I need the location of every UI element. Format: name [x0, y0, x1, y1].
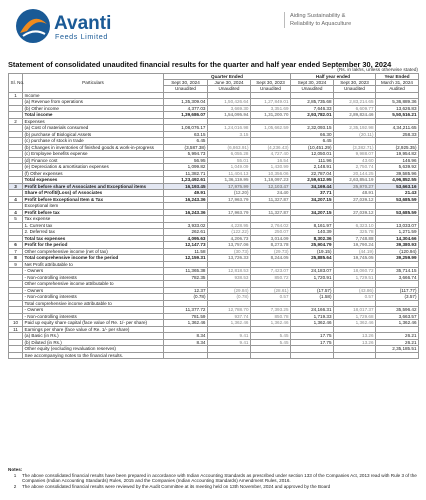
- row-value: 1,27,849.01: [251, 99, 291, 106]
- avanti-logo-icon: [14, 6, 164, 46]
- header-period: Sept 30, 2024: [291, 80, 334, 86]
- row-value: 16.54: [251, 157, 291, 164]
- row-value: 9.41: [208, 333, 251, 340]
- row-value: 24,183.07: [291, 268, 334, 275]
- row-value: 7,748.88: [334, 235, 376, 242]
- row-value: 6,055.28: [208, 151, 251, 158]
- row-value: 6,609.77: [334, 105, 376, 112]
- row-value: 34,169.44: [291, 183, 334, 190]
- row-value: (0.78): [164, 294, 208, 301]
- row-sl-number: 5: [9, 216, 23, 223]
- company-logo: [14, 6, 164, 46]
- row-value: 937.74: [208, 313, 251, 320]
- row-particular: Share of Profit/(Loss) of Associates: [23, 190, 164, 197]
- row-particular: Other comprehensive income attributable to: [23, 281, 164, 288]
- header-period: June 30, 2024: [208, 80, 251, 86]
- row-value: 2,93,782.01: [291, 112, 334, 119]
- row-value: 2,35,185.51: [376, 346, 419, 353]
- row-sl-number: 4: [9, 196, 23, 203]
- row-value: 258.33: [376, 131, 419, 138]
- row-value: 6.45: [164, 138, 208, 145]
- row-value: 24.40: [251, 190, 291, 197]
- row-value: 111.96: [291, 157, 334, 164]
- row-value: (120.94): [376, 248, 419, 255]
- header-period: Sept 30, 2023: [251, 80, 291, 86]
- row-value: (28.61): [251, 287, 291, 294]
- row-particular: Total expenses: [23, 177, 164, 184]
- row-particular: - Owners: [23, 268, 164, 275]
- row-value: 39,585.96: [376, 170, 419, 177]
- row-value: 9.41: [208, 339, 251, 346]
- row-sl-number: 7: [9, 248, 23, 255]
- row-value: 1,720.91: [291, 274, 334, 281]
- row-value: 25,970.27: [334, 183, 376, 190]
- row-value: 17.75: [291, 339, 334, 346]
- row-value: 53,685.59: [376, 209, 419, 216]
- row-value: 21.43: [376, 190, 419, 197]
- company-subname: Feeds Limited: [55, 32, 108, 41]
- row-value: 11,327.87: [251, 196, 291, 203]
- row-value: 3.15: [208, 131, 251, 138]
- row-particular: (b) Changes in inventories of finished goods & work-in-progress: [23, 144, 164, 151]
- row-value: 3,351.69: [251, 105, 291, 112]
- row-value: 12,788.70: [208, 307, 251, 314]
- row-value: 1,362.46: [164, 320, 208, 327]
- row-sl-number: 10: [9, 320, 23, 327]
- row-value: 14,304.66: [376, 235, 419, 242]
- row-value: 17,975.99: [208, 183, 251, 190]
- row-value: (30.73): [208, 248, 251, 255]
- row-value: 4,095.63: [164, 235, 208, 242]
- row-value: 1,099.82: [164, 164, 208, 171]
- financial-results-table: [8, 73, 419, 359]
- header-period: March 31, 2024: [376, 80, 419, 86]
- row-value: 37.71: [291, 190, 334, 197]
- row-sl-number: 9: [9, 261, 23, 268]
- row-value: 12,147.73: [164, 242, 208, 249]
- row-value: (0.78): [208, 294, 251, 301]
- row-value: 26.21: [376, 333, 419, 340]
- row-value: 1,19,097.23: [251, 177, 291, 184]
- row-value: 16,243.36: [164, 196, 208, 203]
- row-particular: Total income: [23, 112, 164, 119]
- row-value: 3,663.57: [376, 313, 419, 320]
- table-row: [9, 352, 419, 359]
- row-particular: Total tax expenses: [23, 235, 164, 242]
- row-value: [251, 352, 291, 359]
- row-value: 1,271.59: [376, 229, 419, 236]
- row-value: (17.57): [291, 287, 334, 294]
- row-value: 8,244.05: [251, 255, 291, 262]
- row-value: 25,885.64: [291, 255, 334, 262]
- row-value: 1,05,662.59: [251, 125, 291, 132]
- row-value: 6.45: [291, 138, 334, 145]
- row-value: 25,904.79: [291, 242, 334, 249]
- row-value: [291, 352, 334, 359]
- row-value: 24,166.31: [291, 307, 334, 314]
- row-value: 4,34,211.65: [376, 125, 419, 132]
- row-particular: - Non-controlling interests: [23, 313, 164, 320]
- row-value: 7,423.07: [251, 268, 291, 275]
- row-value: 1,31,200.70: [251, 112, 291, 119]
- row-value: 8,302.36: [291, 235, 334, 242]
- row-value: 5,36,889.36: [376, 99, 419, 106]
- row-value: 17,963.79: [208, 209, 251, 216]
- row-value: 13,626.83: [376, 105, 419, 112]
- row-value: (3,587.38): [164, 144, 208, 151]
- row-value: (12.20): [208, 190, 251, 197]
- row-value: 13,726.33: [208, 255, 251, 262]
- row-particular: Profit before share of Associates and Exceptional items: [23, 183, 164, 190]
- row-particular: (d) Finance cost: [23, 157, 164, 164]
- row-value: 34,207.15: [291, 209, 334, 216]
- row-particular: (c) purchase of stock in trade: [23, 138, 164, 145]
- row-value: 2,35,192.98: [334, 125, 376, 132]
- row-value: 13.26: [334, 333, 376, 340]
- company-name: Avanti: [54, 13, 112, 34]
- row-particular: Net Profit attributable to: [23, 261, 164, 268]
- row-particular: Profit for the period: [23, 242, 164, 249]
- row-value: 4,377.03: [164, 105, 208, 112]
- row-particular: 2. Deferred tax: [23, 229, 164, 236]
- row-value: (29.84): [208, 287, 251, 294]
- row-value: 13.26: [334, 339, 376, 346]
- row-value: (122.22): [208, 229, 251, 236]
- row-value: 11,365.38: [164, 268, 208, 275]
- header-status: Unaudited: [291, 86, 334, 92]
- row-value: (6,863.91): [208, 144, 251, 151]
- row-value: (19.15): [291, 248, 334, 255]
- row-value: 27,039.12: [334, 196, 376, 203]
- note-text: The above consolidated financial results were reviewed by the Audit Committee at its meeting held on 13th November, 2024 and approved by the Board: [22, 483, 331, 489]
- row-value: 5,50,516.21: [376, 112, 419, 119]
- statement-title: Statement of consolidated unaudited financial results for the quarter and half year ended September 30, 2024: [8, 60, 392, 69]
- row-value: 5.45: [251, 333, 291, 340]
- row-value: 27,039.12: [334, 209, 376, 216]
- row-sl-number: [9, 352, 23, 359]
- row-value: 5,994.73: [164, 151, 208, 158]
- row-value: 1,362.46: [208, 320, 251, 327]
- note-text: The above consolidated financial results have been prepared in accordance with Indian Accounting Standards as prescribed under section 133 of the Companies Act, 2013 read with Rule 3 of the Companies (Indian Accounting Standards) Rules, 2015 and the Companies (Indian Accounting Standards) Amendment Rules, 2016.: [22, 472, 417, 484]
- row-value: [208, 352, 251, 359]
- row-particular: - Owners: [23, 287, 164, 294]
- row-particular: Exceptional item: [23, 203, 164, 210]
- row-value: 16,243.36: [164, 209, 208, 216]
- row-value: 1,08,076.17: [164, 125, 208, 132]
- row-value: 1,362.46: [291, 320, 334, 327]
- units-note: (Rs. in lakhs, unless otherwise stated): [337, 68, 418, 73]
- header-quarter-ended: Quarter Ended: [164, 74, 291, 80]
- row-value: 146.96: [376, 157, 419, 164]
- header-year-ended: Year Ended: [376, 74, 419, 80]
- row-value: 8,273.78: [251, 242, 291, 249]
- row-value: 17,963.79: [208, 196, 251, 203]
- row-value: (2,925.35): [376, 144, 419, 151]
- row-value: 1,719.33: [291, 313, 334, 320]
- notes-heading: Notes:: [8, 467, 23, 472]
- row-value: 1,049.09: [208, 164, 251, 171]
- row-value: 1,729.51: [334, 274, 376, 281]
- row-value: 1,50,426.64: [208, 99, 251, 106]
- row-value: 12,103.47: [251, 183, 291, 190]
- row-particular: 1. Current tax: [23, 222, 164, 229]
- row-value: 0.57: [334, 294, 376, 301]
- row-value: 26.21: [376, 339, 419, 346]
- row-value: 0.57: [251, 294, 291, 301]
- row-value: 1,729.68: [334, 313, 376, 320]
- note-item: [8, 484, 418, 490]
- header-period: Sept 30, 2024: [164, 80, 208, 86]
- row-value: 13,033.07: [376, 222, 419, 229]
- row-value: 53,663.16: [376, 183, 419, 190]
- row-particular: - Non-controlling interests: [23, 274, 164, 281]
- row-value: 20,144.25: [334, 170, 376, 177]
- row-value: 2,32,093.15: [291, 125, 334, 132]
- row-value: 938.53: [208, 274, 251, 281]
- row-value: 19,954.82: [376, 151, 419, 158]
- row-value: 782.35: [164, 274, 208, 281]
- row-value: (1.58): [291, 294, 334, 301]
- row-particular: (b) Diluted (in Rs.): [23, 339, 164, 346]
- row-particular: Total comprehensive income for the period: [23, 255, 164, 262]
- row-particular: (b) Other income: [23, 105, 164, 112]
- row-value: 39,259.99: [376, 255, 419, 262]
- row-value: 8.34: [164, 339, 208, 346]
- row-particular: (a) Cost of materials consumed: [23, 125, 164, 132]
- note-item: [8, 473, 418, 484]
- row-value: 1,39,686.07: [164, 112, 208, 119]
- row-value: 3,933.02: [164, 222, 208, 229]
- row-value: 13,757.06: [208, 242, 251, 249]
- row-value: 1,54,095.94: [208, 112, 251, 119]
- row-value: 11,382.71: [164, 170, 208, 177]
- row-value: 140.39: [291, 229, 334, 236]
- row-particular: Total comprehensive income attributable to: [23, 300, 164, 307]
- row-value: (3.57): [376, 294, 419, 301]
- row-value: 12,818.53: [208, 268, 251, 275]
- row-particular: Paid up equity share capital (face value of Re. 1/- per share): [23, 320, 164, 327]
- row-value: 3,014.09: [251, 235, 291, 242]
- row-value: 49.91: [164, 190, 208, 197]
- row-value: 262.61: [164, 229, 208, 236]
- row-value: 18,017.37: [334, 307, 376, 314]
- row-value: 2,764.02: [251, 222, 291, 229]
- header-status: Unaudited: [251, 86, 291, 92]
- row-value: 2,59,612.95: [291, 177, 334, 184]
- row-particular: (f) Other expenses: [23, 170, 164, 177]
- row-value: (4,236.43): [251, 144, 291, 151]
- row-particular: Other comprehensive income (net of tax): [23, 248, 164, 255]
- row-value: 53,685.59: [376, 196, 419, 203]
- row-value: (117.77): [376, 287, 419, 294]
- row-value: 8.34: [164, 333, 208, 340]
- row-sl-number: 3: [9, 183, 23, 190]
- row-particular: Other equity (excluding revaluation reserves): [23, 346, 164, 353]
- row-value: 18,060.72: [334, 268, 376, 275]
- header-status: Unaudited: [164, 86, 208, 92]
- row-value: (3,382.71): [334, 144, 376, 151]
- row-value: 1,362.46: [251, 320, 291, 327]
- row-value: 12.37: [164, 287, 208, 294]
- row-value: 1,36,119.95: [208, 177, 251, 184]
- header-particulars: Particulars: [23, 74, 164, 93]
- row-sl-number: 8: [9, 255, 23, 262]
- row-value: 5.45: [251, 339, 291, 346]
- row-value: 11.58: [164, 248, 208, 255]
- row-value: (20.11): [334, 131, 376, 138]
- row-value: 850.72: [251, 274, 291, 281]
- row-value: 9,988.07: [334, 151, 376, 158]
- row-value: 2,63,854.19: [334, 177, 376, 184]
- row-value: 39,380.93: [376, 242, 419, 249]
- row-particular: - Owners: [23, 307, 164, 314]
- row-value: [376, 352, 419, 359]
- note-number: 1: [13, 472, 17, 478]
- row-value: 2,83,214.65: [334, 99, 376, 106]
- table-body: [9, 92, 419, 359]
- row-particular: Earnings per share (face value of Re. 1/- per share): [23, 326, 164, 333]
- row-value: 19,790.24: [334, 242, 376, 249]
- row-value: 35,714.15: [376, 268, 419, 275]
- row-value: 250.07: [251, 229, 291, 236]
- header-status: Unaudited: [334, 86, 376, 92]
- header-status: Unaudited: [208, 86, 251, 92]
- row-value: 8,161.97: [291, 222, 334, 229]
- note-number: 2: [13, 483, 17, 489]
- row-value: 34,207.15: [291, 196, 334, 203]
- row-value: 10,356.06: [251, 170, 291, 177]
- row-value: 4,727.40: [251, 151, 291, 158]
- tagline: [284, 12, 351, 28]
- row-particular: Expenses: [23, 118, 164, 125]
- row-value: 43.60: [334, 157, 376, 164]
- row-value: 11,327.87: [251, 209, 291, 216]
- row-particular: Profit before Exceptional Item & Tax: [23, 196, 164, 203]
- row-value: (10,451.29): [291, 144, 334, 151]
- row-sl-number: 6: [9, 242, 23, 249]
- row-sl-number: 2: [9, 118, 23, 125]
- row-sl-number: 11: [9, 326, 23, 333]
- row-value: 22,787.04: [291, 170, 334, 177]
- row-value: [334, 352, 376, 359]
- row-value: 2,148.91: [291, 164, 334, 171]
- row-particular: (e) Depreciation & amortisation expenses: [23, 164, 164, 171]
- tagline-line-1: Aiding Sustainability &: [290, 13, 346, 19]
- row-value: 1,430.99: [251, 164, 291, 171]
- row-value: 781.59: [164, 313, 208, 320]
- row-value: (29.73): [251, 248, 291, 255]
- row-value: 3,669.30: [208, 105, 251, 112]
- row-particular: (a) Basic (in Rs.): [23, 333, 164, 340]
- row-particular: (a) Revenue from operations: [23, 99, 164, 106]
- row-sl-number: 4: [9, 209, 23, 216]
- row-value: 11,377.72: [164, 307, 208, 314]
- row-value: 17.75: [291, 333, 334, 340]
- row-value: 1,362.46: [376, 320, 419, 327]
- row-value: 4,96,852.55: [376, 177, 419, 184]
- row-value: 2,750.74: [334, 164, 376, 171]
- notes-section: [8, 467, 418, 489]
- row-value: 5,639.92: [376, 164, 419, 171]
- row-value: 4,206.73: [208, 235, 251, 242]
- row-value: 325.78: [334, 229, 376, 236]
- row-value: 2,89,824.46: [334, 112, 376, 119]
- row-particular: Profit before tax: [23, 209, 164, 216]
- row-particular: Tax expense: [23, 216, 164, 223]
- row-value: 11,404.13: [208, 170, 251, 177]
- row-value: 3,666.74: [376, 274, 419, 281]
- row-value: 1,362.46: [334, 320, 376, 327]
- row-value: 12,159.31: [164, 255, 208, 262]
- row-value: [164, 352, 208, 359]
- row-value: 19,745.05: [334, 255, 376, 262]
- row-value: 1,24,016.98: [208, 125, 251, 132]
- row-sl-number: 1: [9, 92, 23, 99]
- row-value: 48.91: [334, 190, 376, 197]
- row-value: 2,85,735.68: [291, 99, 334, 106]
- row-particular: Income: [23, 92, 164, 99]
- row-value: (44.19): [334, 248, 376, 255]
- header-status: Audited: [376, 86, 419, 92]
- row-value: 1,23,492.61: [164, 177, 208, 184]
- row-value: (43.86): [334, 287, 376, 294]
- row-value: 35,596.42: [376, 307, 419, 314]
- row-value: 12,050.01: [291, 151, 334, 158]
- row-value: 850.78: [251, 313, 291, 320]
- row-value: 56.95: [164, 157, 208, 164]
- row-value: 55.01: [208, 157, 251, 164]
- header-half-year-ended: Half year ended: [291, 74, 376, 80]
- row-value: 7,393.25: [251, 307, 291, 314]
- header-period: Sept 30, 2023: [334, 80, 376, 86]
- row-value: 16,193.45: [164, 183, 208, 190]
- row-particular: (c) Employee benefits expense: [23, 151, 164, 158]
- row-particular: See accompanying notes to the financial results.: [23, 352, 164, 359]
- row-particular: (b) purchase of Biological Assets: [23, 131, 164, 138]
- row-value: 63.15: [164, 131, 208, 138]
- row-value: 6,323.10: [334, 222, 376, 229]
- row-value: 7,646.33: [291, 105, 334, 112]
- row-value: 4,228.95: [208, 222, 251, 229]
- tagline-line-2: Reliability to Aquaculture: [290, 21, 352, 27]
- row-value: 1,35,309.04: [164, 99, 208, 106]
- row-value: 66.30: [291, 131, 334, 138]
- row-particular: - Non-controlling interests: [23, 294, 164, 301]
- header-sl: Sl. No.: [9, 74, 23, 93]
